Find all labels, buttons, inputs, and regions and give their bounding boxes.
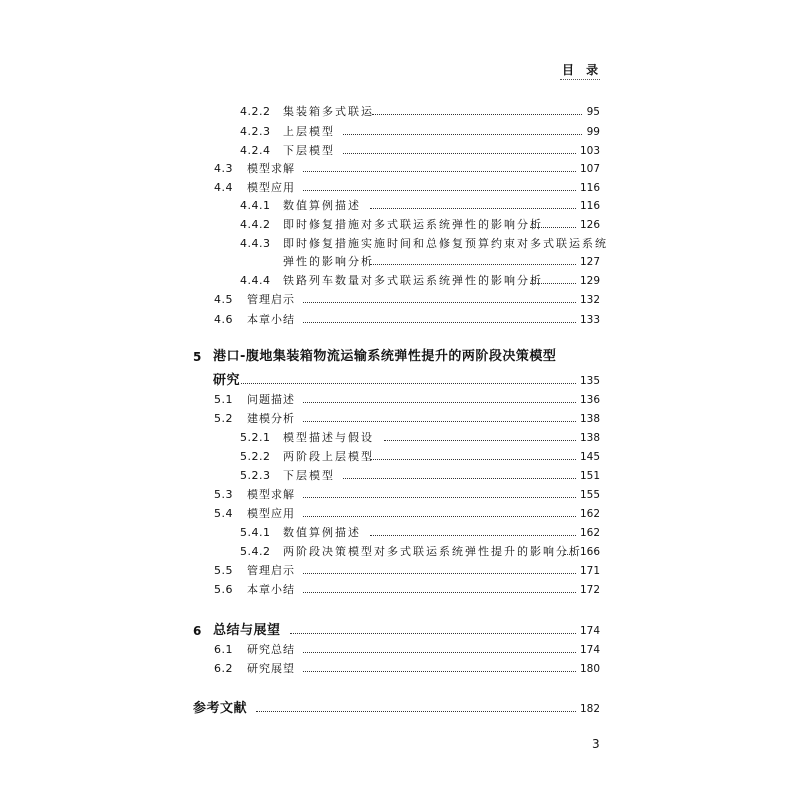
page-number: 3 [592, 737, 600, 751]
dot-leader [303, 505, 576, 517]
entry-page: 138 [579, 413, 600, 425]
entry-page: 107 [579, 163, 600, 175]
entry-number: 5.1 [214, 393, 233, 406]
entry-number: 5.4 [214, 507, 233, 520]
entry-number: 5.4.2 [240, 545, 271, 558]
entry-number: 4.4.4 [240, 274, 271, 287]
toc-entry[interactable] [0, 103, 800, 121]
dot-leader [530, 216, 576, 228]
entry-page: 155 [579, 489, 600, 501]
dot-leader [303, 581, 576, 593]
toc-entry[interactable] [0, 410, 800, 428]
dot-leader [256, 700, 576, 712]
entry-page: 172 [579, 584, 600, 596]
dot-leader [372, 103, 582, 115]
dot-leader [370, 253, 576, 265]
toc-entry[interactable] [0, 391, 800, 409]
entry-number: 5.4.1 [240, 526, 271, 539]
entry-page: 162 [579, 527, 600, 539]
toc-entry[interactable] [0, 486, 800, 504]
toc-entry[interactable] [0, 311, 800, 329]
entry-number: 6.1 [214, 643, 233, 656]
entry-page: 135 [579, 375, 600, 387]
dot-leader [343, 142, 576, 154]
toc-entry[interactable] [0, 543, 800, 561]
entry-page: 174 [579, 644, 600, 656]
toc-entry[interactable] [0, 641, 800, 659]
chapter-title: 总结与展望 [213, 623, 281, 638]
toc-chapter-continuation[interactable] [0, 372, 800, 390]
entry-page: 132 [579, 294, 600, 306]
entry-page: 151 [579, 470, 600, 482]
dot-leader [290, 622, 576, 634]
toc-entry[interactable] [0, 524, 800, 542]
entry-page: 133 [579, 314, 600, 326]
entry-title: 研究展望 [247, 662, 295, 675]
toc-entry[interactable] [0, 216, 800, 234]
entry-page: 174 [579, 625, 600, 637]
toc-entry[interactable] [0, 160, 800, 178]
dot-leader [343, 467, 576, 479]
toc-entry[interactable] [0, 179, 800, 197]
toc-header-title: 目 录 [562, 63, 603, 77]
dot-leader [303, 160, 576, 172]
chapter-title: 港口-腹地集装箱物流运输系统弹性提升的两阶段决策模型 [213, 349, 557, 364]
toc-chapter-entry[interactable] [0, 622, 800, 640]
entry-title: 数值算例描述 [283, 526, 361, 539]
entry-number: 4.6 [214, 313, 233, 326]
dot-leader [303, 562, 576, 574]
entry-title: 问题描述 [247, 393, 295, 406]
entry-title: 研究总结 [247, 643, 295, 656]
toc-entry[interactable] [0, 660, 800, 678]
entry-number: 4.4.1 [240, 199, 271, 212]
entry-title: 上层模型 [283, 125, 335, 138]
toc-entry[interactable] [0, 448, 800, 466]
entry-title: 本章小结 [247, 583, 295, 596]
dot-leader [303, 311, 576, 323]
entry-page: 126 [579, 219, 600, 231]
dot-leader [370, 524, 576, 536]
header-dotted-rule [560, 79, 600, 80]
dot-leader [370, 448, 576, 460]
dot-leader [303, 291, 576, 303]
toc-entry[interactable] [0, 429, 800, 447]
entry-title: 下层模型 [283, 144, 335, 157]
entry-page: 127 [579, 256, 600, 268]
entry-title: 模型求解 [247, 488, 295, 501]
entry-title: 本章小结 [247, 313, 295, 326]
toc-entry-continuation[interactable] [0, 253, 800, 271]
entry-title: 模型描述与假设 [283, 431, 374, 444]
entry-number: 4.5 [214, 293, 233, 306]
entry-title-continued: 弹性的影响分析 [283, 255, 374, 268]
dot-leader [303, 410, 576, 422]
toc-entry[interactable] [0, 272, 800, 290]
entry-number: 5.2.3 [240, 469, 271, 482]
entry-number: 4.4.3 [240, 237, 271, 250]
chapter-title-continued: 研究 [213, 373, 241, 388]
toc-entry[interactable] [0, 142, 800, 160]
entry-page: 162 [579, 508, 600, 520]
entry-page: 136 [579, 394, 600, 406]
entry-number: 6.2 [214, 662, 233, 675]
entry-page: 116 [579, 182, 600, 194]
entry-page: 138 [579, 432, 600, 444]
entry-number: 5.2.2 [240, 450, 271, 463]
dot-leader [384, 429, 576, 441]
dot-leader [343, 123, 582, 135]
entry-title: 数值算例描述 [283, 199, 361, 212]
dot-leader [530, 272, 576, 284]
entry-number: 5.5 [214, 564, 233, 577]
dot-leader [241, 372, 576, 384]
entry-page: 116 [579, 200, 600, 212]
entry-page: 182 [579, 703, 600, 715]
entry-title: 集装箱多式联运 [283, 105, 374, 118]
entry-title: 管理启示 [247, 293, 295, 306]
entry-title: 两阶段决策模型对多式联运系统弹性提升的影响分析 [283, 545, 582, 558]
entry-title: 管理启示 [247, 564, 295, 577]
dot-leader [370, 197, 576, 209]
toc-entry[interactable] [0, 505, 800, 523]
entry-title: 即时修复措施实施时间和总修复预算约束对多式联运系统 [283, 237, 608, 250]
toc-entry[interactable] [0, 123, 800, 141]
entry-title: 下层模型 [283, 469, 335, 482]
entry-page: 180 [579, 663, 600, 675]
entry-number: 4.4 [214, 181, 233, 194]
toc-references-entry[interactable] [0, 700, 800, 718]
dot-leader [564, 543, 576, 555]
entry-number: 4.2.2 [240, 105, 271, 118]
toc-chapter-entry[interactable] [0, 348, 800, 366]
entry-number: 4.2.3 [240, 125, 271, 138]
entry-title: 铁路列车数量对多式联运系统弹性的影响分析 [283, 274, 543, 287]
entry-number: 5.3 [214, 488, 233, 501]
chapter-number: 5 [193, 350, 202, 364]
entry-title: 模型应用 [247, 507, 295, 520]
entry-number: 5.6 [214, 583, 233, 596]
entry-title: 模型应用 [247, 181, 295, 194]
dot-leader [303, 641, 576, 653]
entry-page: 145 [579, 451, 600, 463]
toc-entry[interactable] [0, 197, 800, 215]
entry-page: 171 [579, 565, 600, 577]
dot-leader [303, 179, 576, 191]
entry-page: 95 [586, 106, 600, 118]
toc-entry[interactable] [0, 581, 800, 599]
dot-leader [303, 391, 576, 403]
toc-entry[interactable] [0, 235, 800, 253]
toc-entry[interactable] [0, 291, 800, 309]
dot-leader [303, 660, 576, 672]
entry-number: 4.2.4 [240, 144, 271, 157]
toc-entry[interactable] [0, 562, 800, 580]
chapter-number: 6 [193, 624, 202, 638]
toc-entry[interactable] [0, 467, 800, 485]
entry-title: 建模分析 [247, 412, 295, 425]
entry-page: 166 [579, 546, 600, 558]
dot-leader [303, 486, 576, 498]
entry-page: 99 [586, 126, 600, 138]
entry-number: 5.2 [214, 412, 233, 425]
entry-page: 129 [579, 275, 600, 287]
entry-title: 即时修复措施对多式联运系统弹性的影响分析 [283, 218, 543, 231]
entry-title: 模型求解 [247, 162, 295, 175]
entry-number: 4.3 [214, 162, 233, 175]
entry-number: 5.2.1 [240, 431, 271, 444]
references-title: 参考文献 [193, 701, 248, 716]
entry-title: 两阶段上层模型 [283, 450, 374, 463]
entry-page: 103 [579, 145, 600, 157]
entry-number: 4.4.2 [240, 218, 271, 231]
